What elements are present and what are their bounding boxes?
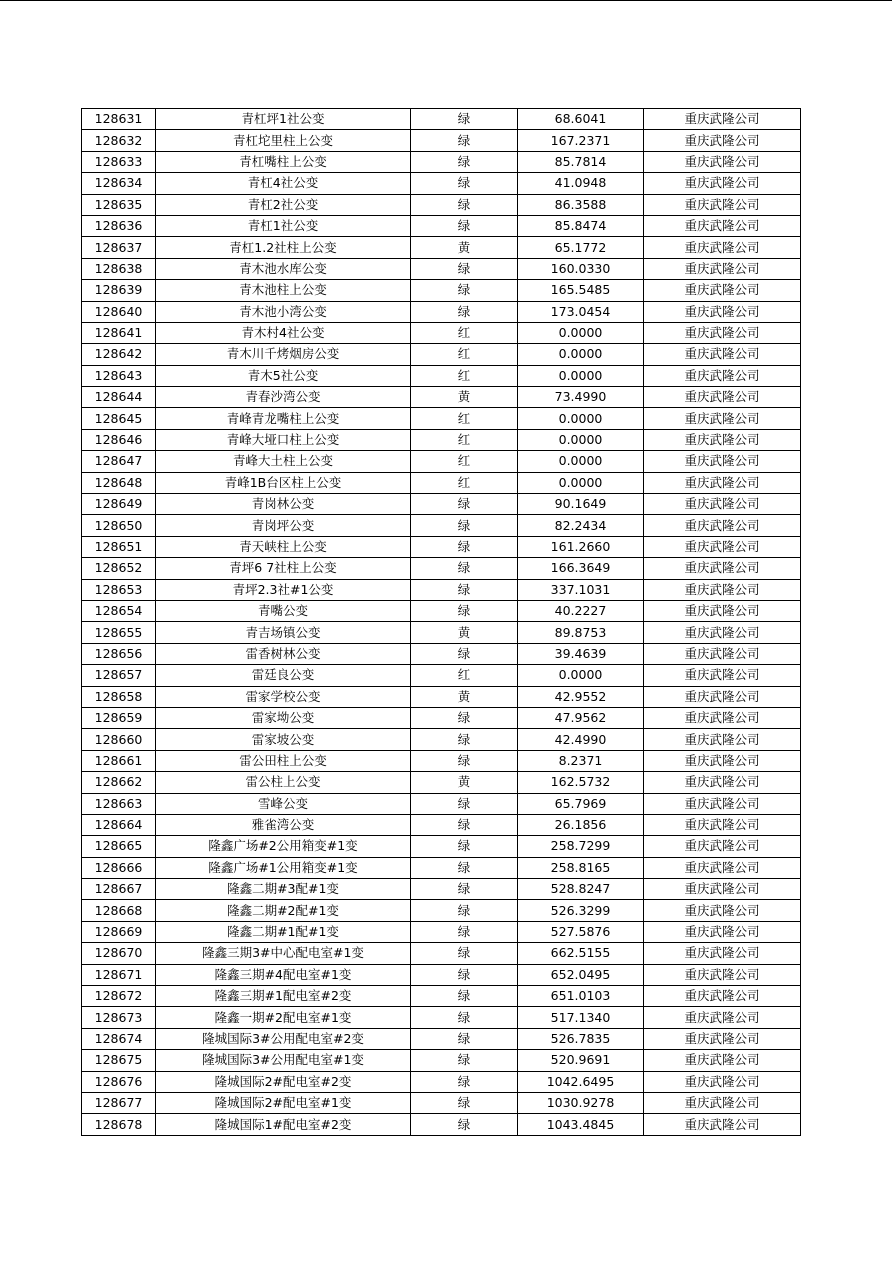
row-company-cell: 重庆武隆公司 xyxy=(644,1028,801,1049)
row-name-cell: 隆鑫二期#3配#1变 xyxy=(156,879,411,900)
row-id-cell: 128642 xyxy=(82,344,156,365)
row-status-cell: 黄 xyxy=(411,237,518,258)
table-row xyxy=(82,643,801,664)
row-status-cell: 绿 xyxy=(411,1092,518,1113)
row-value-cell: 42.9552 xyxy=(518,686,644,707)
row-company-cell: 重庆武隆公司 xyxy=(644,1071,801,1092)
row-value-cell: 89.8753 xyxy=(518,622,644,643)
row-company-cell: 重庆武隆公司 xyxy=(644,1092,801,1113)
row-id-cell: 128662 xyxy=(82,772,156,793)
row-name-cell: 青岗坪公变 xyxy=(156,515,411,536)
row-name-cell: 隆鑫三期#4配电室#1变 xyxy=(156,964,411,985)
row-status-cell: 绿 xyxy=(411,494,518,515)
row-value-cell: 337.1031 xyxy=(518,579,644,600)
row-status-cell: 绿 xyxy=(411,258,518,279)
row-company-cell: 重庆武隆公司 xyxy=(644,515,801,536)
row-name-cell: 雷公田柱上公变 xyxy=(156,750,411,771)
row-value-cell: 651.0103 xyxy=(518,986,644,1007)
row-value-cell: 1042.6495 xyxy=(518,1071,644,1092)
row-status-cell: 绿 xyxy=(411,900,518,921)
row-value-cell: 82.2434 xyxy=(518,515,644,536)
row-status-cell: 绿 xyxy=(411,600,518,621)
row-company-cell: 重庆武隆公司 xyxy=(644,622,801,643)
row-status-cell: 红 xyxy=(411,429,518,450)
row-id-cell: 128652 xyxy=(82,558,156,579)
row-company-cell: 重庆武隆公司 xyxy=(644,900,801,921)
row-name-cell: 青杠坨里柱上公变 xyxy=(156,130,411,151)
row-value-cell: 40.2227 xyxy=(518,600,644,621)
row-id-cell: 128640 xyxy=(82,301,156,322)
row-status-cell: 绿 xyxy=(411,109,518,130)
table-body xyxy=(82,109,801,1136)
row-id-cell: 128647 xyxy=(82,451,156,472)
table-row xyxy=(82,322,801,343)
row-value-cell: 8.2371 xyxy=(518,750,644,771)
table-row xyxy=(82,1028,801,1049)
row-value-cell: 165.5485 xyxy=(518,280,644,301)
row-value-cell: 0.0000 xyxy=(518,322,644,343)
row-value-cell: 42.4990 xyxy=(518,729,644,750)
row-id-cell: 128634 xyxy=(82,173,156,194)
row-company-cell: 重庆武隆公司 xyxy=(644,1050,801,1071)
table-row xyxy=(82,750,801,771)
row-value-cell: 0.0000 xyxy=(518,344,644,365)
row-value-cell: 258.8165 xyxy=(518,857,644,878)
row-company-cell: 重庆武隆公司 xyxy=(644,151,801,172)
row-name-cell: 雷公柱上公变 xyxy=(156,772,411,793)
row-name-cell: 青木川千烤烟房公变 xyxy=(156,344,411,365)
row-company-cell: 重庆武隆公司 xyxy=(644,857,801,878)
row-value-cell: 1043.4845 xyxy=(518,1114,644,1135)
row-value-cell: 85.8474 xyxy=(518,215,644,236)
row-id-cell: 128631 xyxy=(82,109,156,130)
row-company-cell: 重庆武隆公司 xyxy=(644,408,801,429)
row-id-cell: 128661 xyxy=(82,750,156,771)
row-company-cell: 重庆武隆公司 xyxy=(644,173,801,194)
row-id-cell: 128655 xyxy=(82,622,156,643)
row-status-cell: 绿 xyxy=(411,301,518,322)
row-name-cell: 青嘴公变 xyxy=(156,600,411,621)
row-name-cell: 青峰大土柱上公变 xyxy=(156,451,411,472)
row-id-cell: 128676 xyxy=(82,1071,156,1092)
row-status-cell: 绿 xyxy=(411,515,518,536)
table-row xyxy=(82,772,801,793)
row-company-cell: 重庆武隆公司 xyxy=(644,986,801,1007)
row-id-cell: 128671 xyxy=(82,964,156,985)
row-name-cell: 青峰1B台区柱上公变 xyxy=(156,472,411,493)
row-id-cell: 128657 xyxy=(82,665,156,686)
row-company-cell: 重庆武隆公司 xyxy=(644,879,801,900)
row-value-cell: 65.1772 xyxy=(518,237,644,258)
row-status-cell: 绿 xyxy=(411,643,518,664)
row-value-cell: 527.5876 xyxy=(518,921,644,942)
table-row xyxy=(82,814,801,835)
row-id-cell: 128669 xyxy=(82,921,156,942)
row-name-cell: 隆鑫二期#2配#1变 xyxy=(156,900,411,921)
table-row xyxy=(82,707,801,728)
row-value-cell: 0.0000 xyxy=(518,408,644,429)
table-row xyxy=(82,943,801,964)
row-id-cell: 128665 xyxy=(82,836,156,857)
row-status-cell: 绿 xyxy=(411,558,518,579)
row-id-cell: 128678 xyxy=(82,1114,156,1135)
row-status-cell: 绿 xyxy=(411,194,518,215)
row-value-cell: 0.0000 xyxy=(518,365,644,386)
row-name-cell: 青天峡柱上公变 xyxy=(156,536,411,557)
row-status-cell: 红 xyxy=(411,451,518,472)
row-id-cell: 128653 xyxy=(82,579,156,600)
table-row xyxy=(82,194,801,215)
table-row xyxy=(82,494,801,515)
table-row xyxy=(82,258,801,279)
row-value-cell: 26.1856 xyxy=(518,814,644,835)
row-status-cell: 绿 xyxy=(411,130,518,151)
row-name-cell: 隆城国际3#公用配电室#2变 xyxy=(156,1028,411,1049)
row-status-cell: 绿 xyxy=(411,1028,518,1049)
row-name-cell: 雷廷良公变 xyxy=(156,665,411,686)
row-status-cell: 绿 xyxy=(411,964,518,985)
row-company-cell: 重庆武隆公司 xyxy=(644,643,801,664)
table-row xyxy=(82,600,801,621)
row-name-cell: 隆城国际3#公用配电室#1变 xyxy=(156,1050,411,1071)
row-name-cell: 青木村4社公变 xyxy=(156,322,411,343)
row-name-cell: 青峰青龙嘴柱上公变 xyxy=(156,408,411,429)
row-name-cell: 隆城国际1#配电室#2变 xyxy=(156,1114,411,1135)
row-company-cell: 重庆武隆公司 xyxy=(644,237,801,258)
row-company-cell: 重庆武隆公司 xyxy=(644,665,801,686)
table-row xyxy=(82,857,801,878)
row-value-cell: 86.3588 xyxy=(518,194,644,215)
row-status-cell: 绿 xyxy=(411,879,518,900)
table-row xyxy=(82,472,801,493)
row-company-cell: 重庆武隆公司 xyxy=(644,579,801,600)
row-id-cell: 128663 xyxy=(82,793,156,814)
row-company-cell: 重庆武隆公司 xyxy=(644,109,801,130)
table-row xyxy=(82,1050,801,1071)
row-name-cell: 雷家坳公变 xyxy=(156,707,411,728)
row-status-cell: 绿 xyxy=(411,173,518,194)
row-value-cell: 662.5155 xyxy=(518,943,644,964)
table-row xyxy=(82,1071,801,1092)
row-id-cell: 128659 xyxy=(82,707,156,728)
row-status-cell: 绿 xyxy=(411,729,518,750)
table-row xyxy=(82,344,801,365)
row-status-cell: 绿 xyxy=(411,793,518,814)
row-id-cell: 128633 xyxy=(82,151,156,172)
table-row xyxy=(82,793,801,814)
row-name-cell: 隆城国际2#配电室#2变 xyxy=(156,1071,411,1092)
page-top-border xyxy=(0,0,892,1)
row-name-cell: 雷家坡公变 xyxy=(156,729,411,750)
row-company-cell: 重庆武隆公司 xyxy=(644,921,801,942)
table-row xyxy=(82,408,801,429)
row-name-cell: 青杠坪1社公变 xyxy=(156,109,411,130)
table-row xyxy=(82,130,801,151)
row-value-cell: 47.9562 xyxy=(518,707,644,728)
row-name-cell: 青吉场镇公变 xyxy=(156,622,411,643)
table-row xyxy=(82,729,801,750)
row-value-cell: 39.4639 xyxy=(518,643,644,664)
row-company-cell: 重庆武隆公司 xyxy=(644,814,801,835)
table-row xyxy=(82,1114,801,1135)
row-id-cell: 128637 xyxy=(82,237,156,258)
table-row xyxy=(82,237,801,258)
row-status-cell: 绿 xyxy=(411,579,518,600)
row-name-cell: 青岗林公变 xyxy=(156,494,411,515)
row-id-cell: 128656 xyxy=(82,643,156,664)
row-value-cell: 65.7969 xyxy=(518,793,644,814)
row-value-cell: 90.1649 xyxy=(518,494,644,515)
row-name-cell: 青杠4社公变 xyxy=(156,173,411,194)
row-id-cell: 128677 xyxy=(82,1092,156,1113)
row-status-cell: 绿 xyxy=(411,986,518,1007)
table-row xyxy=(82,836,801,857)
row-company-cell: 重庆武隆公司 xyxy=(644,707,801,728)
row-value-cell: 85.7814 xyxy=(518,151,644,172)
row-company-cell: 重庆武隆公司 xyxy=(644,301,801,322)
table-row xyxy=(82,173,801,194)
row-status-cell: 绿 xyxy=(411,1050,518,1071)
row-value-cell: 528.8247 xyxy=(518,879,644,900)
row-status-cell: 黄 xyxy=(411,387,518,408)
row-id-cell: 128643 xyxy=(82,365,156,386)
row-name-cell: 青杠2社公变 xyxy=(156,194,411,215)
row-id-cell: 128651 xyxy=(82,536,156,557)
row-value-cell: 160.0330 xyxy=(518,258,644,279)
row-id-cell: 128670 xyxy=(82,943,156,964)
row-company-cell: 重庆武隆公司 xyxy=(644,258,801,279)
row-id-cell: 128635 xyxy=(82,194,156,215)
row-name-cell: 雪峰公变 xyxy=(156,793,411,814)
row-value-cell: 167.2371 xyxy=(518,130,644,151)
row-value-cell: 652.0495 xyxy=(518,964,644,985)
row-status-cell: 绿 xyxy=(411,857,518,878)
table-row xyxy=(82,451,801,472)
table-row xyxy=(82,280,801,301)
table-row xyxy=(82,1007,801,1028)
row-name-cell: 青峰大垭口柱上公变 xyxy=(156,429,411,450)
row-status-cell: 黄 xyxy=(411,622,518,643)
row-status-cell: 绿 xyxy=(411,1071,518,1092)
row-status-cell: 绿 xyxy=(411,215,518,236)
row-value-cell: 162.5732 xyxy=(518,772,644,793)
row-status-cell: 红 xyxy=(411,344,518,365)
table-row xyxy=(82,964,801,985)
row-id-cell: 128654 xyxy=(82,600,156,621)
row-status-cell: 绿 xyxy=(411,1114,518,1135)
row-company-cell: 重庆武隆公司 xyxy=(644,280,801,301)
row-id-cell: 128632 xyxy=(82,130,156,151)
row-company-cell: 重庆武隆公司 xyxy=(644,793,801,814)
row-company-cell: 重庆武隆公司 xyxy=(644,1007,801,1028)
row-value-cell: 166.3649 xyxy=(518,558,644,579)
transformer-table xyxy=(81,108,801,1136)
row-id-cell: 128666 xyxy=(82,857,156,878)
row-name-cell: 雷家学校公变 xyxy=(156,686,411,707)
row-company-cell: 重庆武隆公司 xyxy=(644,772,801,793)
table-row xyxy=(82,1092,801,1113)
row-name-cell: 隆城国际2#配电室#1变 xyxy=(156,1092,411,1113)
table-row xyxy=(82,900,801,921)
row-value-cell: 0.0000 xyxy=(518,472,644,493)
row-company-cell: 重庆武隆公司 xyxy=(644,964,801,985)
row-id-cell: 128639 xyxy=(82,280,156,301)
row-name-cell: 青杠1社公变 xyxy=(156,215,411,236)
row-company-cell: 重庆武隆公司 xyxy=(644,387,801,408)
row-company-cell: 重庆武隆公司 xyxy=(644,600,801,621)
row-id-cell: 128646 xyxy=(82,429,156,450)
row-value-cell: 73.4990 xyxy=(518,387,644,408)
row-id-cell: 128649 xyxy=(82,494,156,515)
row-name-cell: 隆鑫广场#2公用箱变#1变 xyxy=(156,836,411,857)
row-id-cell: 128667 xyxy=(82,879,156,900)
row-id-cell: 128668 xyxy=(82,900,156,921)
row-company-cell: 重庆武隆公司 xyxy=(644,215,801,236)
row-id-cell: 128645 xyxy=(82,408,156,429)
row-name-cell: 青木池水库公变 xyxy=(156,258,411,279)
row-id-cell: 128641 xyxy=(82,322,156,343)
row-company-cell: 重庆武隆公司 xyxy=(644,836,801,857)
row-company-cell: 重庆武隆公司 xyxy=(644,322,801,343)
table-row xyxy=(82,536,801,557)
row-status-cell: 红 xyxy=(411,365,518,386)
row-status-cell: 绿 xyxy=(411,814,518,835)
row-status-cell: 绿 xyxy=(411,151,518,172)
row-id-cell: 128674 xyxy=(82,1028,156,1049)
row-value-cell: 520.9691 xyxy=(518,1050,644,1071)
row-value-cell: 526.3299 xyxy=(518,900,644,921)
row-name-cell: 青杠嘴柱上公变 xyxy=(156,151,411,172)
row-status-cell: 绿 xyxy=(411,750,518,771)
row-name-cell: 雅雀湾公变 xyxy=(156,814,411,835)
row-value-cell: 526.7835 xyxy=(518,1028,644,1049)
row-company-cell: 重庆武隆公司 xyxy=(644,451,801,472)
row-company-cell: 重庆武隆公司 xyxy=(644,943,801,964)
table-row xyxy=(82,921,801,942)
row-company-cell: 重庆武隆公司 xyxy=(644,536,801,557)
table-row xyxy=(82,665,801,686)
table-row xyxy=(82,986,801,1007)
row-id-cell: 128658 xyxy=(82,686,156,707)
table-row xyxy=(82,579,801,600)
row-id-cell: 128638 xyxy=(82,258,156,279)
table-row xyxy=(82,109,801,130)
row-company-cell: 重庆武隆公司 xyxy=(644,429,801,450)
table-row xyxy=(82,879,801,900)
row-id-cell: 128650 xyxy=(82,515,156,536)
row-id-cell: 128648 xyxy=(82,472,156,493)
row-status-cell: 红 xyxy=(411,472,518,493)
row-name-cell: 隆鑫广场#1公用箱变#1变 xyxy=(156,857,411,878)
row-status-cell: 黄 xyxy=(411,686,518,707)
row-value-cell: 258.7299 xyxy=(518,836,644,857)
row-company-cell: 重庆武隆公司 xyxy=(644,686,801,707)
row-status-cell: 绿 xyxy=(411,921,518,942)
row-id-cell: 128636 xyxy=(82,215,156,236)
row-status-cell: 红 xyxy=(411,408,518,429)
row-value-cell: 41.0948 xyxy=(518,173,644,194)
row-value-cell: 1030.9278 xyxy=(518,1092,644,1113)
row-company-cell: 重庆武隆公司 xyxy=(644,365,801,386)
row-id-cell: 128675 xyxy=(82,1050,156,1071)
row-name-cell: 隆鑫三期#1配电室#2变 xyxy=(156,986,411,1007)
row-name-cell: 青木5社公变 xyxy=(156,365,411,386)
row-status-cell: 绿 xyxy=(411,536,518,557)
table-row xyxy=(82,301,801,322)
row-id-cell: 128672 xyxy=(82,986,156,1007)
row-value-cell: 0.0000 xyxy=(518,429,644,450)
table-row xyxy=(82,686,801,707)
row-value-cell: 0.0000 xyxy=(518,665,644,686)
row-name-cell: 隆鑫一期#2配电室#1变 xyxy=(156,1007,411,1028)
table-row xyxy=(82,151,801,172)
row-status-cell: 绿 xyxy=(411,1007,518,1028)
table-row xyxy=(82,515,801,536)
row-status-cell: 黄 xyxy=(411,772,518,793)
row-company-cell: 重庆武隆公司 xyxy=(644,130,801,151)
row-name-cell: 青坪6 7社柱上公变 xyxy=(156,558,411,579)
table-row xyxy=(82,387,801,408)
row-company-cell: 重庆武隆公司 xyxy=(644,472,801,493)
row-name-cell: 青木池小湾公变 xyxy=(156,301,411,322)
table-row xyxy=(82,558,801,579)
row-status-cell: 绿 xyxy=(411,836,518,857)
row-id-cell: 128644 xyxy=(82,387,156,408)
row-value-cell: 0.0000 xyxy=(518,451,644,472)
table-row xyxy=(82,429,801,450)
row-status-cell: 红 xyxy=(411,322,518,343)
row-company-cell: 重庆武隆公司 xyxy=(644,750,801,771)
row-name-cell: 隆鑫二期#1配#1变 xyxy=(156,921,411,942)
row-company-cell: 重庆武隆公司 xyxy=(644,729,801,750)
row-value-cell: 68.6041 xyxy=(518,109,644,130)
row-status-cell: 绿 xyxy=(411,943,518,964)
table-row xyxy=(82,622,801,643)
row-value-cell: 161.2660 xyxy=(518,536,644,557)
row-id-cell: 128660 xyxy=(82,729,156,750)
row-company-cell: 重庆武隆公司 xyxy=(644,194,801,215)
row-name-cell: 雷香树林公变 xyxy=(156,643,411,664)
row-name-cell: 隆鑫三期3#中心配电室#1变 xyxy=(156,943,411,964)
row-id-cell: 128673 xyxy=(82,1007,156,1028)
row-name-cell: 青木池柱上公变 xyxy=(156,280,411,301)
row-company-cell: 重庆武隆公司 xyxy=(644,1114,801,1135)
row-name-cell: 青坪2.3社#1公变 xyxy=(156,579,411,600)
row-company-cell: 重庆武隆公司 xyxy=(644,494,801,515)
row-company-cell: 重庆武隆公司 xyxy=(644,558,801,579)
data-sheet xyxy=(81,108,800,1136)
row-status-cell: 绿 xyxy=(411,280,518,301)
table-row xyxy=(82,365,801,386)
row-company-cell: 重庆武隆公司 xyxy=(644,344,801,365)
row-value-cell: 173.0454 xyxy=(518,301,644,322)
table-row xyxy=(82,215,801,236)
row-status-cell: 红 xyxy=(411,665,518,686)
row-id-cell: 128664 xyxy=(82,814,156,835)
row-name-cell: 青春沙湾公变 xyxy=(156,387,411,408)
row-value-cell: 517.1340 xyxy=(518,1007,644,1028)
row-status-cell: 绿 xyxy=(411,707,518,728)
row-name-cell: 青杠1.2社柱上公变 xyxy=(156,237,411,258)
